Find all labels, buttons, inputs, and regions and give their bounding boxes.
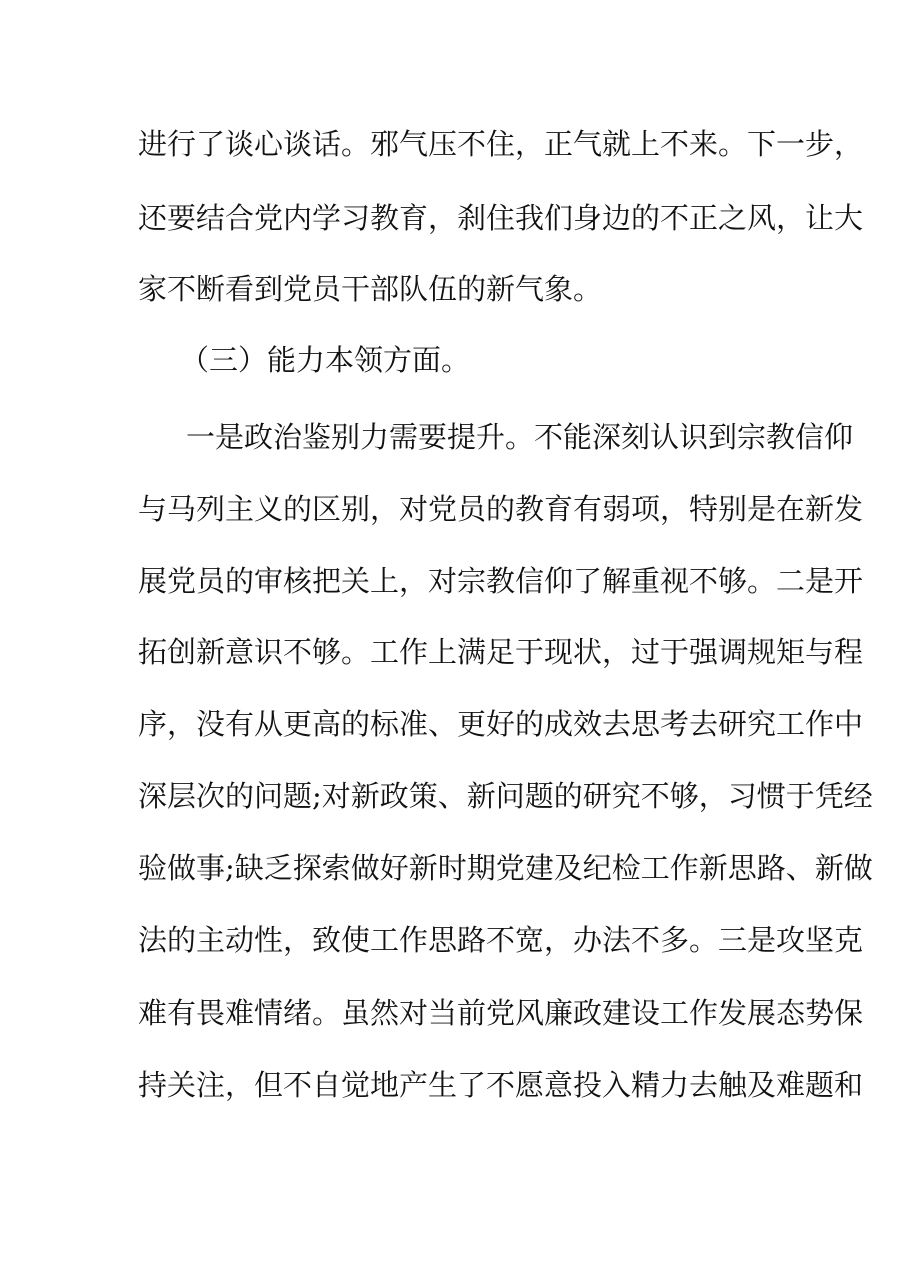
text-line: 家不断看到党员干部队伍的新气象。 <box>138 272 603 306</box>
text-line: 与马列主义的区别，对党员的教育有弱项，特别是在新发 <box>138 492 864 526</box>
text-line: 一是政治鉴别力需要提升。不能深刻认识到宗教信仰 <box>186 420 854 454</box>
text-line: 验做事;缺乏探索做好新时期党建及纪检工作新思路、新做 <box>138 851 873 885</box>
text-line: 序，没有从更高的标准、更好的成效去思考去研究工作中 <box>138 707 864 741</box>
text-line: 还要结合党内学习教育，刹住我们身边的不正之风，让大 <box>138 201 864 235</box>
text-line: 难有畏难情绪。虽然对当前党风廉政建设工作发展态势保 <box>138 996 864 1030</box>
text-line: 展党员的审核把关上，对宗教信仰了解重视不够。二是开 <box>138 564 864 598</box>
text-line: 深层次的问题;对新政策、新问题的研究不够，习惯于凭经 <box>138 779 873 813</box>
text-line: 拓创新意识不够。工作上满足于现状，过于强调规矩与程 <box>138 635 864 669</box>
text-line: 法的主动性，致使工作思路不宽，办法不多。三是攻坚克 <box>138 923 864 957</box>
section-heading: （三）能力本领方面。 <box>180 343 471 377</box>
text-line: 进行了谈心谈话。邪气压不住，正气就上不来。下一步， <box>138 127 864 161</box>
text-line: 持关注，但不自觉地产生了不愿意投入精力去触及难题和 <box>138 1068 864 1102</box>
